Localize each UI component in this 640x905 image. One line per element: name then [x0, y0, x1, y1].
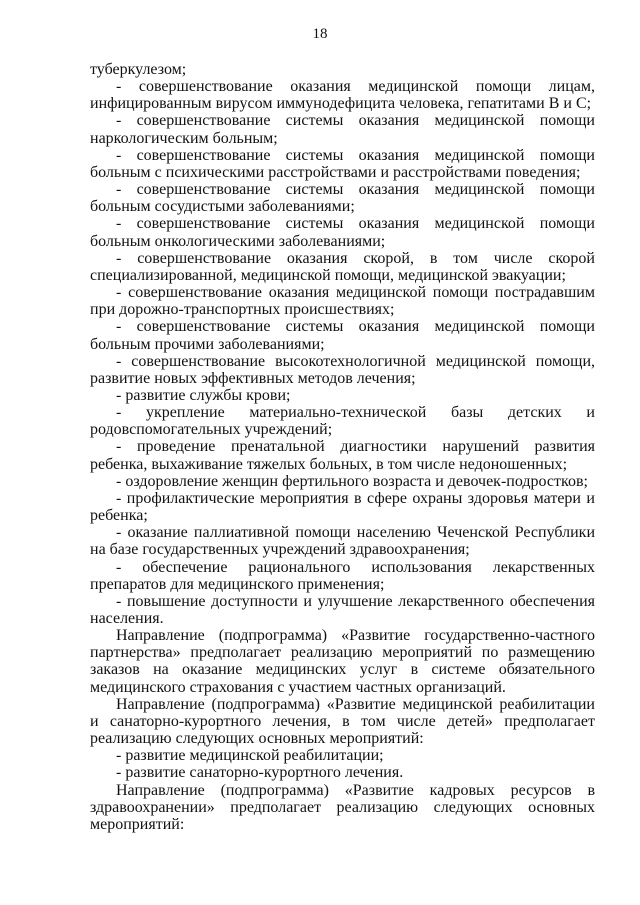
list-item: - совершенствование высокотехнологичной медицинской помощи, развитие новых эффективных методов лечения; [90, 352, 595, 387]
section-paragraph: Направление (подпрограмма) «Развитие кадровых ресурсов в здравоохранении» предполагает реализацию следующих основных мероприятий: [90, 781, 595, 833]
list-item: - повышение доступности и улучшение лекарственного обеспечения населения. [90, 592, 595, 627]
list-item: - совершенствование оказания медицинской помощи лицам, инфицированным вирусом иммунодефицита человека, гепатитами В и С; [90, 78, 595, 113]
section-paragraph: Направление (подпрограмма) «Развитие государственно-частного партнерства» предполагает реализацию мероприятий по размещению заказов на оказание медицинских услуг в системе обязательного медицинского страхования с участием частных организаций. [90, 627, 595, 696]
list-item: - совершенствование системы оказания медицинской помощи больным онкологическими заболеваниями; [90, 215, 595, 250]
list-item: - оказание паллиативной помощи населению Чеченской Республики на базе государственных учреждений здравоохранения; [90, 524, 595, 559]
list-item: - профилактические мероприятия в сфере охраны здоровья матери и ребенка; [90, 489, 595, 525]
list-item: - оздоровление женщин фертильного возраста и девочек-подростков; [116, 472, 588, 490]
list-item: - развитие санаторно-курортного лечения. [116, 764, 404, 782]
list-item: - совершенствование оказания скорой, в том числе скорой специализированной, медицинской помощи, медицинской эвакуации; [90, 249, 595, 284]
list-item: - обеспечение рационального использования лекарственных препаратов для медицинского применения; [90, 558, 595, 593]
paragraph-continuation: туберкулезом; [90, 61, 187, 78]
section-paragraph: Направление (подпрограмма) «Развитие медицинской реабилитации и санаторно-курортного лечения, в том числе детей» предполагает реализацию следующих основных мероприятий: [90, 695, 595, 748]
list-item: - развитие медицинской реабилитации; [116, 747, 384, 765]
list-item: - проведение пренатальной диагностики нарушений развития ребенка, выхаживание тяжелых больных, в том числе недоношенных; [90, 438, 595, 473]
list-item: - совершенствование системы оказания медицинской помощи больным прочими заболеваниями; [90, 318, 595, 353]
list-item: - совершенствование системы оказания медицинской помощи больным сосудистыми заболеваниями; [90, 181, 595, 216]
document-body [90, 61, 595, 833]
list-item: - укрепление материально-технической базы детских и родовспомогательных учреждений; [90, 404, 595, 439]
list-item: - совершенствование оказания медицинской помощи пострадавшим при дорожно-транспортных происшествиях; [90, 284, 595, 319]
list-item: - совершенствование системы оказания медицинской помощи наркологическим больным; [90, 112, 595, 147]
list-item: - развитие службы крови; [116, 386, 291, 404]
page-number: 18 [312, 26, 328, 42]
list-item: - совершенствование системы оказания медицинской помощи больным с психическими расстройствами и расстройствами поведения; [90, 146, 595, 181]
